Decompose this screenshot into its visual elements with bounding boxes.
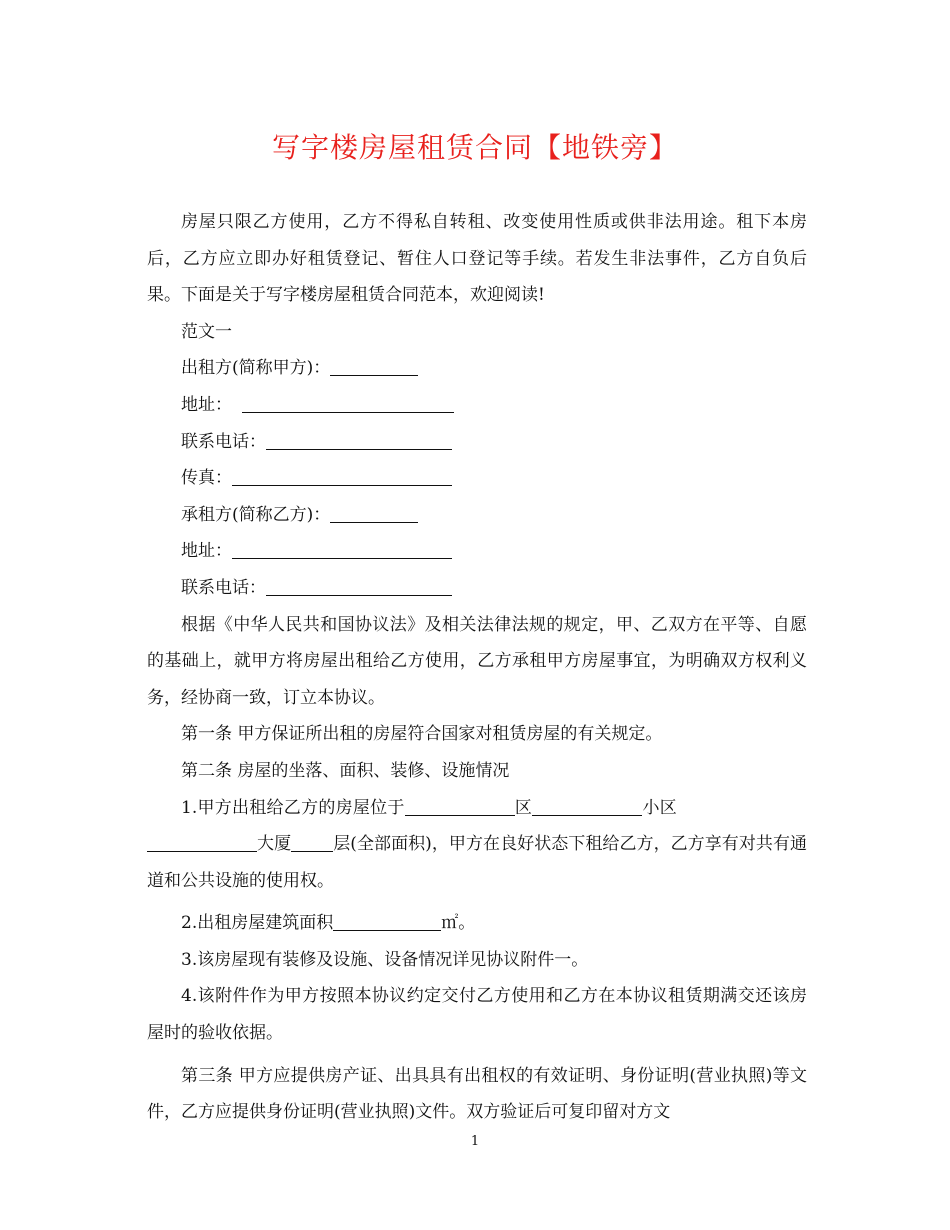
- item-1-building: 大厦: [257, 834, 292, 855]
- item-2-suffix: ㎡。: [441, 913, 476, 934]
- item-2-prefix: 2.出租房屋建筑面积: [181, 913, 334, 934]
- lessor-blank: [330, 358, 418, 376]
- lessor-address-field: [147, 387, 807, 424]
- lessor-address-blank: [242, 395, 454, 413]
- article-2-item-1: [147, 790, 807, 900]
- article-2-heading: 第二条 房屋的坐落、面积、装修、设施情况: [181, 760, 510, 781]
- intro-paragraph: 房屋只限乙方使用，乙方不得私自转租、改变使用性质或供非法用途。租下本房后，乙方应立即办好租赁登记、暂住人口登记等手续。若发生非法事件，乙方自负后果。下面是关于写字楼房屋租赁合同范本，欢迎阅读!: [147, 212, 807, 306]
- lessee-phone-label: 联系电话：: [181, 577, 266, 598]
- lessor-fax-field: [147, 460, 807, 497]
- item-1-district: 区: [514, 797, 533, 818]
- area-blank: [333, 913, 441, 931]
- lessee-label: 承租方(简称乙方)：: [181, 504, 331, 525]
- document-body: [147, 204, 807, 1131]
- lessor-field: [147, 350, 807, 387]
- lessor-fax-label: 传真：: [181, 468, 232, 489]
- item-1-prefix: 1.甲方出租给乙方的房屋位于: [181, 797, 405, 818]
- article-1: 第一条 甲方保证所出租的房屋符合国家对租赁房屋的有关规定。: [181, 724, 663, 745]
- floor-blank: [291, 834, 333, 852]
- lessor-address-label: 地址：: [181, 394, 232, 415]
- building-blank: [147, 834, 257, 852]
- document-title: 写字楼房屋租赁合同【地铁旁】: [271, 131, 678, 164]
- article-2-item-4: 4.该附件作为甲方按照本协议约定交付乙方使用和乙方在本协议租赁期满交还该房屋时的验收依据。: [147, 986, 807, 1044]
- lessor-fax-blank: [232, 468, 452, 486]
- item-1-community: 小区: [642, 797, 677, 818]
- item-1-floor: 层(全部面积)，甲方在良好状态下租给乙方，乙方享有对共有通道和公共设施的使用权。: [147, 834, 808, 891]
- lessee-address-blank: [232, 541, 452, 559]
- lessee-address-label: 地址：: [181, 541, 232, 562]
- preamble-paragraph: 根据《中华人民共和国协议法》及相关法律法规的规定，甲、乙双方在平等、自愿的基础上，就甲方将房屋出租给乙方使用，乙方承租甲方房屋事宜，为明确双方权利义务，经协商一致，订立本协议。: [147, 614, 807, 708]
- article-2-item-3: 3.该房屋现有装修及设施、设备情况详见协议附件一。: [181, 949, 589, 970]
- lessee-phone-blank: [266, 578, 452, 596]
- lessee-field: [147, 497, 807, 534]
- community-blank: [532, 798, 642, 816]
- lessor-phone-blank: [266, 432, 452, 450]
- article-3: 第三条 甲方应提供房产证、出具具有出租权的有效证明、身份证明(营业执照)等文件，乙方应提供身份证明(营业执照)文件。双方验证后可复印留对方文: [147, 1065, 807, 1123]
- page-number: 1: [470, 1134, 480, 1149]
- lessee-phone-field: [147, 570, 807, 607]
- article-2-item-2: [147, 905, 807, 942]
- sample-label: 范文一: [181, 321, 232, 342]
- district-blank: [405, 798, 515, 816]
- lessor-label: 出租方(简称甲方)：: [181, 358, 331, 379]
- lessee-address-field: [147, 533, 807, 570]
- lessor-phone-label: 联系电话：: [181, 431, 266, 452]
- lessor-phone-field: [147, 424, 807, 461]
- lessee-blank: [330, 505, 418, 523]
